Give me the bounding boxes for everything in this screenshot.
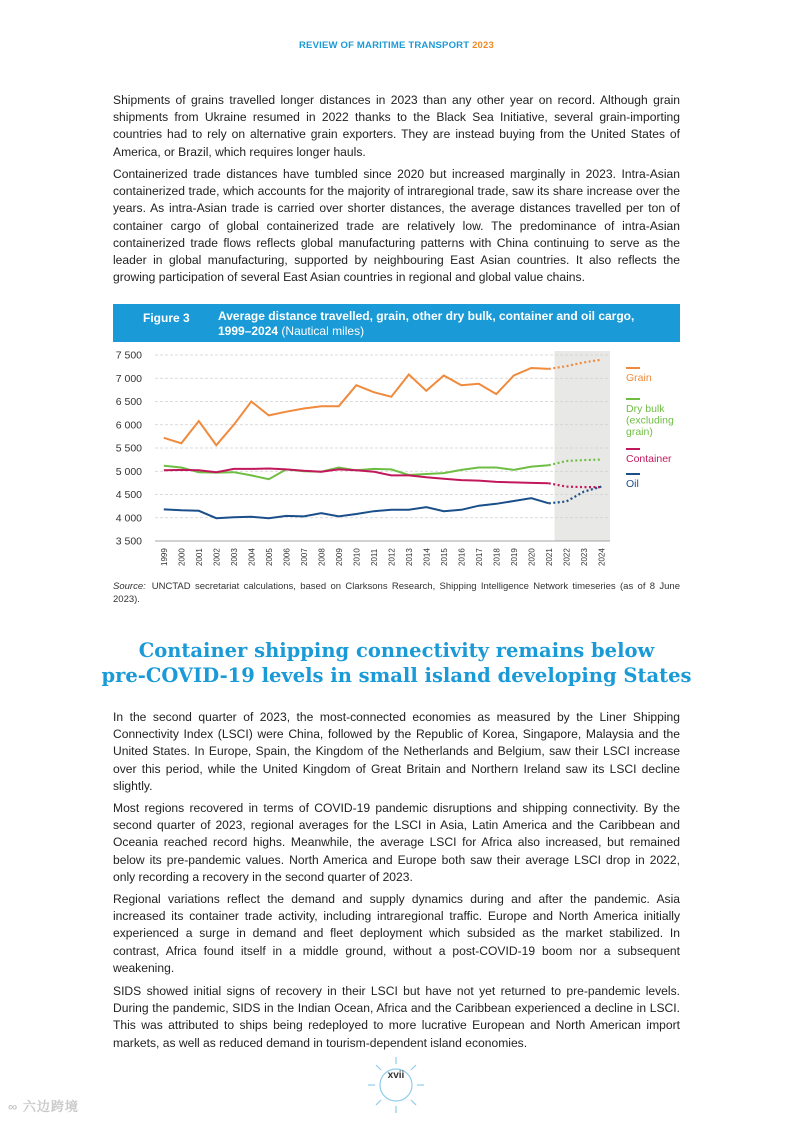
figure-source xyxy=(113,580,680,606)
figure-banner xyxy=(113,304,680,342)
x-tick-label: 2015 xyxy=(439,548,449,566)
x-tick-label: 2024 xyxy=(597,548,607,566)
x-tick-label: 2010 xyxy=(352,548,362,566)
series-line-2 xyxy=(164,469,549,484)
y-tick-label: 5 000 xyxy=(115,465,142,478)
x-tick-label: 2007 xyxy=(299,548,309,566)
x-tick-label: 2022 xyxy=(562,548,572,566)
x-tick-label: 2003 xyxy=(229,548,239,566)
legend-label xyxy=(626,453,672,465)
y-tick-label: 4 000 xyxy=(115,512,142,525)
series-line-0 xyxy=(164,368,549,445)
series-line-3 xyxy=(164,498,549,518)
source-text: UNCTAD secretariat calculations, based on Clarksons Research, Shipping Intelligence Network timeseries (as of 8 June 2023). xyxy=(113,581,680,605)
y-tick-label: 6 000 xyxy=(115,419,142,432)
header-title: REVIEW OF MARITIME TRANSPORT xyxy=(298,40,470,51)
paragraph-grain-shipments: Shipments of grains travelled longer distances in 2023 than any other year on record. Although grain shipments from Ukraine resumed in 2022 thanks to the Black Sea Initiative, several grain-importing countries had to rely on alternative grain exporters. They are instead buying from the United States of America, or Brazil, which requires longer hauls. xyxy=(113,93,680,159)
x-tick-label: 2014 xyxy=(422,548,432,566)
x-tick-label: 2023 xyxy=(579,548,589,566)
x-tick-label: 2019 xyxy=(509,548,519,566)
legend-label-line: Dry bulk xyxy=(626,403,665,415)
y-tick-label: 6 500 xyxy=(115,396,142,408)
watermark-logo-icon: ∞ xyxy=(8,1099,19,1114)
forecast-shade xyxy=(555,351,611,541)
x-tick-label: 1999 xyxy=(159,548,169,566)
watermark-text: 六边跨境 xyxy=(22,1099,79,1114)
figure-title-text: Average distance travelled, grain, other dry bulk, container and oil cargo, 1999–2024 xyxy=(218,309,635,338)
x-tick-label: 2002 xyxy=(212,548,222,566)
legend-label xyxy=(626,403,674,438)
watermark xyxy=(8,1096,79,1115)
x-tick-label: 2013 xyxy=(404,548,414,566)
source-label: Source: xyxy=(113,581,146,592)
header-year: 2023 xyxy=(472,40,495,51)
legend-label-line: Oil xyxy=(626,478,639,490)
x-tick-label: 2000 xyxy=(177,548,187,566)
section-heading-line2: pre-COVID-19 levels in small island developing States xyxy=(101,664,692,687)
paragraph-lsci-rankings: In the second quarter of 2023, the most-connected economies as measured by the Liner Shipping Connectivity Index (LSCI) were China, followed by the Republic of Korea, Singapore, Malaysia and the United States. In Europe, Spain, the Kingdom of the Netherlands and Belgium, saw their LSCI increase over this period, while the United Kingdom of Great Britain and Northern Ireland saw its LSCI decline slightly. xyxy=(113,710,680,793)
x-tick-label: 2006 xyxy=(282,548,292,566)
y-tick-label: 4 500 xyxy=(115,489,142,501)
x-tick-label: 2008 xyxy=(317,548,327,566)
paragraph-regional-variations: Regional variations reflect the demand and supply dynamics during and after the pandemic. Asia increased its container trade activity, including intraregional traffic. Europe and North America initially experienced a surge in demand and fleet deployment which subsided as the market stabilized. In contrast, Africa found itself in a middle ground, without a post-COVID-19 boom nor a subsequent weakening. xyxy=(113,892,680,975)
legend-label xyxy=(626,372,652,384)
x-tick-label: 2016 xyxy=(457,548,467,566)
legend-label-line: Container xyxy=(626,453,672,465)
x-tick-label: 2020 xyxy=(527,548,537,566)
x-tick-label: 2018 xyxy=(492,548,502,566)
running-header xyxy=(0,40,793,51)
figure-title xyxy=(218,309,668,339)
y-tick-label: 7 000 xyxy=(115,372,142,385)
legend-label-line: (excluding xyxy=(626,414,674,427)
section-heading xyxy=(60,638,733,688)
legend-label-line: grain) xyxy=(626,426,653,438)
figure-unit: (Nautical miles) xyxy=(281,324,365,338)
x-tick-label: 2001 xyxy=(194,548,204,566)
sun-ornament-icon xyxy=(366,1055,426,1115)
legend-label-line: Grain xyxy=(626,372,652,384)
x-tick-label: 2017 xyxy=(474,548,484,566)
line-chart xyxy=(110,344,690,576)
x-tick-label: 2012 xyxy=(387,548,397,566)
y-tick-label: 7 500 xyxy=(115,349,142,362)
figure-label: Figure 3 xyxy=(143,311,190,325)
legend-label xyxy=(626,478,639,490)
paragraph-sids: SIDS showed initial signs of recovery in their LSCI but have not yet returned to pre-pandemic levels. During the pandemic, SIDS in the Indian Ocean, Africa and the Caribbean experienced a decline in LSCI. This was attributed to ships being redeployed to more lucrative European and North American import markets, as well as reduced demand in tourism-dependent island economies. xyxy=(113,984,680,1050)
x-tick-label: 2011 xyxy=(369,548,379,566)
section-heading-line1: Container shipping connectivity remains below xyxy=(138,639,655,662)
x-tick-label: 2009 xyxy=(334,548,344,566)
y-tick-label: 3 500 xyxy=(115,535,142,548)
paragraph-containerized-trade: Containerized trade distances have tumbled since 2020 but increased marginally in 2023. Intra-Asian containerized trade, which accounts for the majority of intraregional trade, saw its share increase over the years. As intra-Asian trade is carried over shorter distances, the average distances travelled per ton of container cargo of global containerized trade are relatively low. The predominance of intra-Asian containerized trade flows reflects global manufacturing patterns with China continuing to serve as the leader in global manufacturing, supported by neighbouring East Asian countries. It also reflects the growing participation of several East Asian countries in regional and global value chains. xyxy=(113,167,680,285)
page-number: xvii xyxy=(387,1070,405,1081)
x-tick-label: 2005 xyxy=(264,548,274,566)
paragraph-regional-recovery: Most regions recovered in terms of COVID-19 pandemic disruptions and shipping connectivity. By the second quarter of 2023, regional averages for the LSCI in Asia, Latin America and the Caribbean and Oceania reached record highs. Meanwhile, the average LSCI for Africa also increased, but remained below its pre-pandemic values. North America and Europe both saw their average LSCI drop in 2022, only recording a recovery in the second quarter of 2023. xyxy=(113,801,680,884)
x-tick-label: 2004 xyxy=(247,548,257,566)
y-tick-label: 5 500 xyxy=(115,442,142,455)
x-tick-label: 2021 xyxy=(544,548,554,566)
